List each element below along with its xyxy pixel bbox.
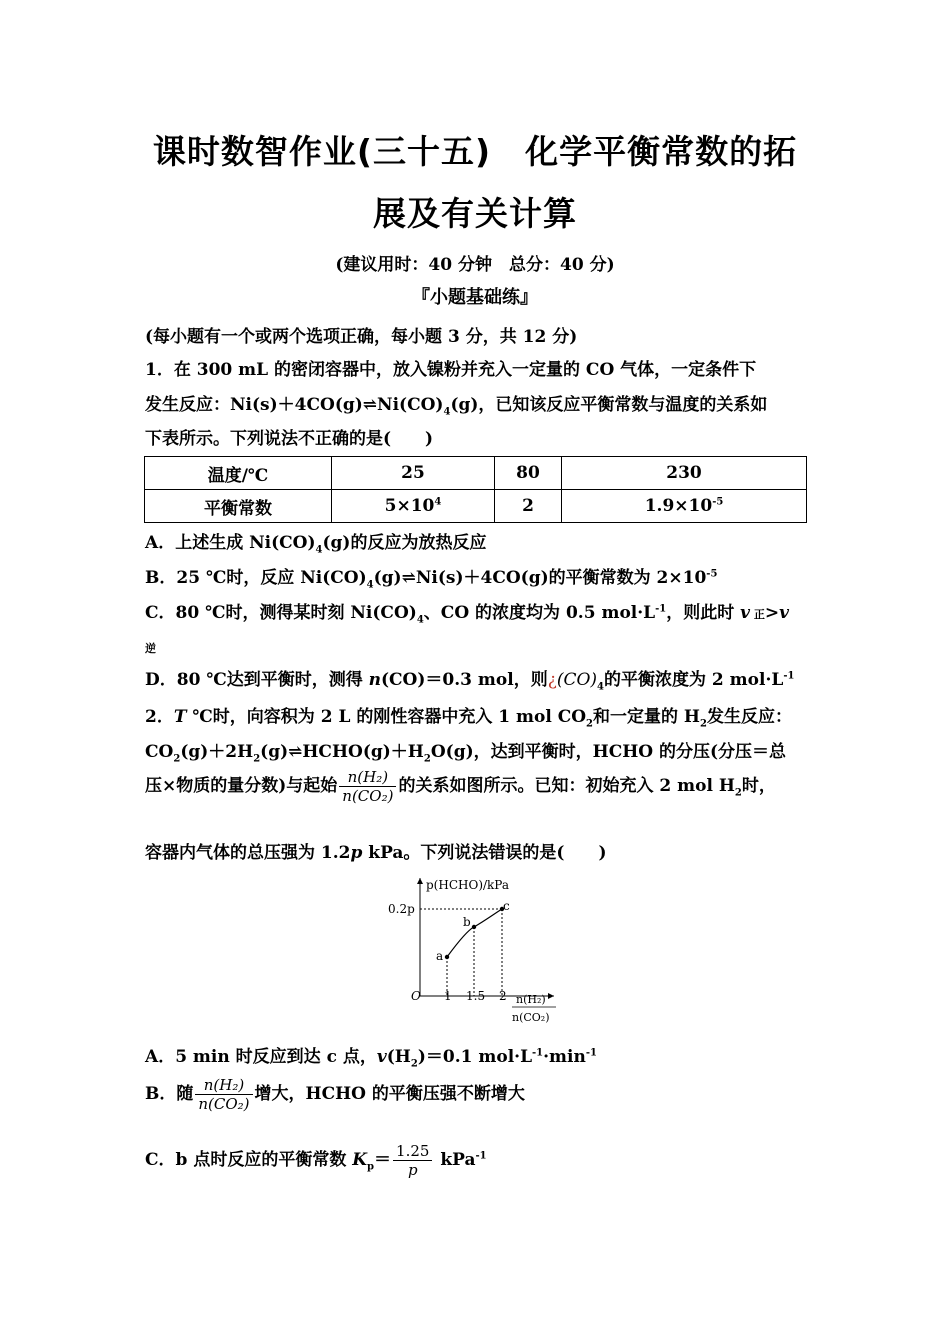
q1-optB-b: 4 [366,579,374,591]
k-symbol: K [352,1150,368,1170]
fraction-denominator: n(CO₂) [342,787,394,805]
table-row [145,490,807,523]
kp-numerator: 1.25 [393,1142,432,1161]
q2-optA-a: A．5 min 时反应到达 c 点， [145,1047,377,1067]
q2-l3c: 时， [741,776,776,796]
q1-l2b: 4 [443,406,451,418]
v-symbol: v [376,1047,387,1067]
k230-exp: -5 [712,496,724,508]
instruction: (每小题有一个或两个选项正确，每小题 3 分，共 12 分) [145,327,578,347]
title-line-2: 展及有关计算 [373,194,577,233]
q2-line-4 [145,838,607,863]
section-heading: 『小题基础练』 [412,287,538,308]
table-row [145,457,807,490]
q1-optB-a: B．25 ℃时，反应 Ni(CO) [145,568,367,588]
q2-l1-sub2: 2 [700,718,707,730]
q2-option-b [145,1076,525,1113]
fraction-numerator-b: n(H₂) [195,1076,252,1095]
fraction-denominator-b: n(CO₂) [198,1095,250,1113]
q2-line-2 [145,737,787,765]
point-a-label: a [436,949,444,963]
kp-denominator: p [407,1161,418,1179]
v-forward: v [740,603,751,623]
q2-num: 2． [145,707,174,727]
k230-base: 1.9×10 [644,496,713,516]
q2-l1a: ℃时，向容积为 2 L 的刚性容器中充入 1 mol CO [186,707,587,727]
q1-optD-4: 4 [597,681,605,693]
q2-l4a: 容器内气体的总压强为 1.2 [145,843,351,863]
k25-exp: 4 [434,496,442,508]
fraction-numerator: n(H₂) [339,768,396,787]
forward-label: 正 [750,608,765,621]
q1-option-b [145,563,718,591]
title-line-1: 课时数智作业(三十五) 化学平衡常数的拓 [152,132,798,171]
q1-option-d [145,665,795,693]
q2-optA-c: )＝0.1 mol·L [417,1047,533,1067]
q1-optC-b: 4 [416,614,424,626]
ratio-fraction [339,768,396,805]
k25-base: 5×10 [384,496,435,516]
table-cell [332,490,495,523]
q2-optB-a: B．随 [145,1084,194,1104]
table-cell: 80 [495,457,562,490]
q1-optA-b: 4 [315,544,323,556]
q2-l3a: 压×物质的量分数)与起始 [145,776,338,796]
subtitle: (建议用时：40 分钟 总分：40 分) [335,255,615,275]
table-cell: 2 [495,490,562,523]
q2-l2-sub: 2 [173,753,181,765]
equals-sign: ＝ [374,1150,392,1170]
kp-fraction [393,1142,432,1179]
q1-optA-c: (g)的反应为放热反应 [322,533,487,553]
co-term: (CO) [556,670,598,690]
kpa-exp: -1 [475,1150,487,1162]
equilibrium-table [144,456,807,523]
y-axis-label: p(HCHO)/kPa [426,878,509,892]
x-label-denominator: n(CO₂) [512,1011,550,1024]
ratio-fraction-b [195,1076,252,1113]
table-cell: 25 [332,457,495,490]
q2-line-1 [145,702,792,730]
table-cell: 温度/℃ [145,457,332,490]
n-symbol: n [368,670,381,690]
q2-optA-e: ·min [543,1047,586,1067]
q2-l1b: 和一定量的 H [593,707,700,727]
reverse-label: 逆 [145,642,156,655]
q2-l2b: (g)＋2H [180,742,254,762]
q1-optC-a: C．80 ℃时，测得某时刻 Ni(CO) [145,603,417,623]
q1-option-a [145,528,487,556]
kp-sub: p [367,1161,375,1173]
q1-l2c: (g)，已知该反应平衡常数与温度的关系如 [450,395,768,415]
q1-optD-e: -1 [783,670,795,682]
q1-optA-a: A．上述生成 Ni(CO) [145,533,316,553]
q2-l2a: CO [145,742,174,762]
hcho-pressure-graph [378,870,578,1030]
q1-optC-e: ，则此时 [666,603,741,623]
q2-l2-sub3: 2 [423,753,431,765]
q2-l3b: 的关系如图所示。已知：初始充入 2 mol H [398,776,735,796]
point-a [445,955,449,959]
q2-l2c: (g)⇌HCHO(g)＋H [260,742,424,762]
x-tick-1: 1 [444,989,452,1003]
x-tick-2: 2 [499,989,507,1003]
x-label-numerator: n(H₂) [516,993,546,1006]
q2-l4b: kPa。下列说法错误的是( ) [362,843,607,863]
q1-line-3: 下表所示。下列说法不正确的是( ) [145,429,434,449]
q1-line-1: 1．在 300 mL 的密闭容器中，放入镍粉并充入一定量的 CO 气体，一定条件下 [145,360,757,380]
table-cell: 230 [562,457,807,490]
garbled-glyph: ¿ [547,670,557,690]
q2-l1c: 发生反应： [706,707,792,727]
y-tick-label: 0.2p [388,902,415,916]
q1-optC-d: -1 [655,603,667,615]
greater-sign: > [764,603,780,623]
x-tick-1-5: 1.5 [466,989,486,1003]
q1-optD-a: D．80 ℃达到平衡时，测得 [145,670,369,690]
q1-line-2 [145,390,768,418]
point-c-label: c [503,899,510,913]
table-cell: 平衡常数 [145,490,332,523]
v-reverse: v [779,603,790,623]
q1-l2a: 发生反应：Ni(s)＋4CO(g)⇌Ni(CO) [145,395,444,415]
q1-optD-d: 的平衡浓度为 2 mol·L [604,670,784,690]
q2-l2-sub2: 2 [253,753,261,765]
q1-optD-b: (CO)＝0.3 mol，则 [380,670,548,690]
kpa-unit: kPa [434,1150,476,1170]
table-cell [562,490,807,523]
q2-optA-d: -1 [532,1047,544,1059]
q2-optA-f: -1 [585,1047,597,1059]
q1-option-c [145,598,790,626]
p-symbol: p [350,843,363,863]
origin-label: O [411,989,421,1003]
q2-optC-a: C．b 点时反应的平衡常数 [145,1150,353,1170]
q2-optA-b: (H [386,1047,411,1067]
q2-l2d: O(g)，达到平衡时，HCHO 的分压(分压＝总 [430,742,787,762]
q2-option-a [145,1042,597,1070]
q2-optA-sub: 2 [410,1058,418,1070]
q1-optB-d: -5 [706,568,718,580]
q2-line-3 [145,768,776,805]
q2-optB-b: 增大，HCHO 的平衡压强不断增大 [254,1084,525,1104]
t-symbol: T [173,707,187,727]
q1-optC-c: 、CO 的浓度均为 0.5 mol·L [423,603,656,623]
point-b-label: b [463,915,471,929]
q1-optB-c: (g)⇌Ni(s)＋4CO(g)的平衡常数为 2×10 [373,568,707,588]
q2-option-c [145,1142,487,1179]
point-b [472,925,476,929]
q2-l1-sub: 2 [586,718,594,730]
q2-l3-sub: 2 [734,787,742,799]
